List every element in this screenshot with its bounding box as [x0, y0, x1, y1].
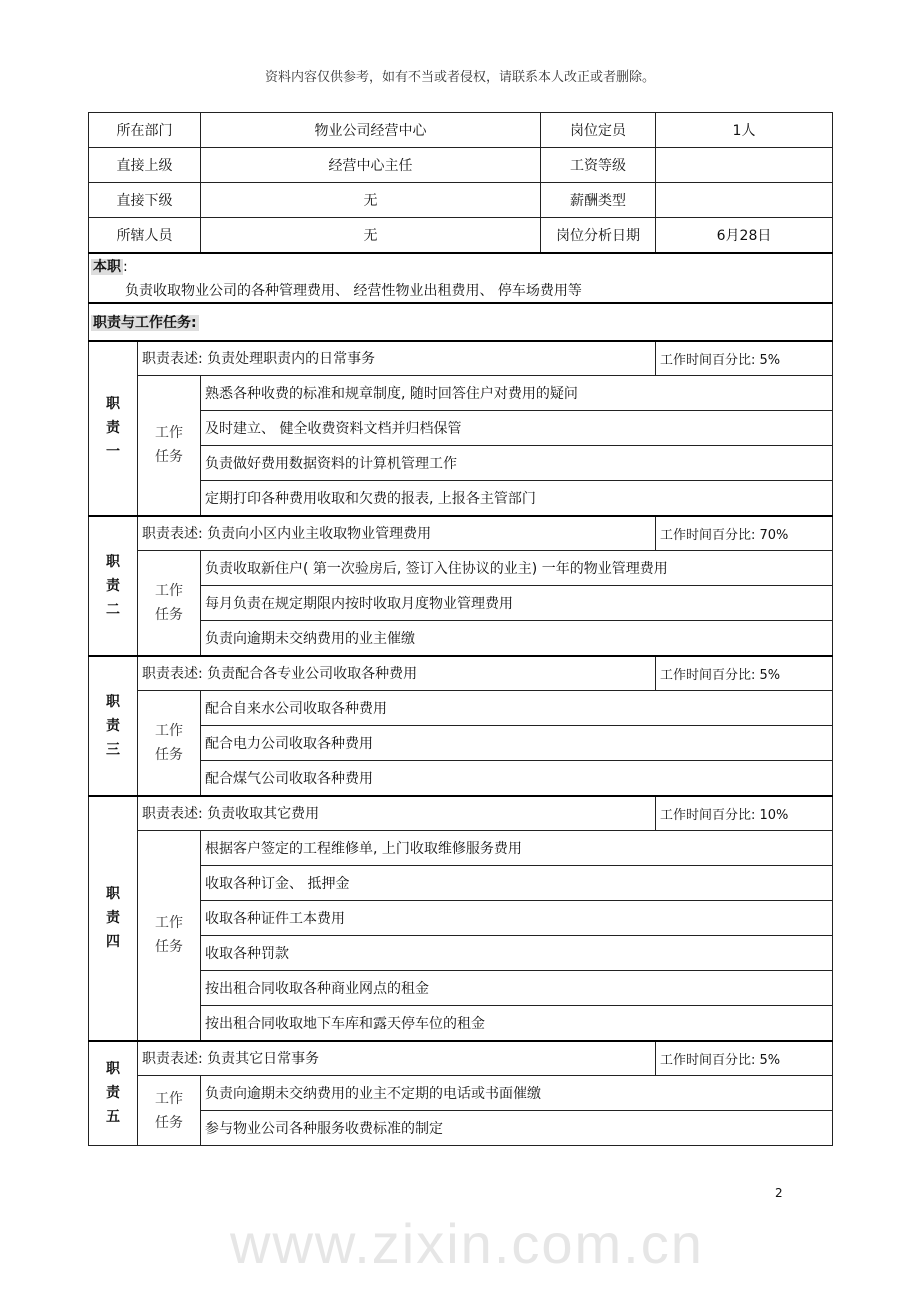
- task-row: [89, 866, 833, 901]
- task-row: [89, 446, 833, 481]
- task-row: [89, 551, 833, 586]
- field-label: 工资等级: [541, 148, 656, 183]
- task-label-line: 工作: [155, 582, 183, 599]
- task-label: [138, 1076, 201, 1146]
- field-label: 直接下级: [89, 183, 201, 218]
- info-row: [89, 148, 833, 183]
- task-row: [89, 831, 833, 866]
- task-row: [89, 936, 833, 971]
- summary-label: 本职: [93, 258, 121, 275]
- duty-statement-row: [89, 796, 833, 831]
- task-row: [89, 761, 833, 796]
- field-label: 直接上级: [89, 148, 201, 183]
- task-row: [89, 1111, 833, 1146]
- duty-label-char: 责: [106, 1085, 120, 1102]
- task-label-line: 工作: [155, 915, 183, 932]
- duty-label-char: 二: [106, 601, 120, 618]
- task-item: 熟悉各种收费的标准和规章制度, 随时回答住户对费用的疑问: [201, 376, 833, 411]
- task-row: [89, 1006, 833, 1041]
- duty-label-char: 五: [106, 1109, 120, 1126]
- task-label-line: 工作: [155, 425, 183, 442]
- task-row: [89, 1076, 833, 1111]
- work-time-percent: 工作时间百分比: 5%: [656, 341, 833, 376]
- task-item: 负责做好费用数据资料的计算机管理工作: [201, 446, 833, 481]
- duty-label-char: 责: [106, 717, 120, 734]
- task-item: 收取各种证件工本费用: [201, 901, 833, 936]
- field-value: 无: [201, 218, 541, 253]
- field-value: [656, 148, 833, 183]
- duty-label: [89, 796, 138, 1041]
- job-description-table: [88, 112, 833, 1146]
- task-label: [138, 551, 201, 656]
- field-value: 6月28日: [656, 218, 833, 253]
- task-item: 参与物业公司各种服务收费标准的制定: [201, 1111, 833, 1146]
- duties-heading-row: [89, 303, 833, 341]
- duty-label: [89, 341, 138, 516]
- task-row: [89, 411, 833, 446]
- task-row: [89, 901, 833, 936]
- info-row: [89, 113, 833, 148]
- task-item: 配合电力公司收取各种费用: [201, 726, 833, 761]
- field-value: [656, 183, 833, 218]
- task-label-line: 任务: [155, 746, 183, 763]
- summary-row: [89, 253, 833, 303]
- task-row: [89, 376, 833, 411]
- task-label-line: 任务: [155, 606, 183, 623]
- task-label: [138, 831, 201, 1041]
- duty-label-char: 一: [106, 444, 120, 460]
- duty-label-char: 四: [106, 934, 120, 950]
- summary-colon: :: [123, 258, 128, 275]
- task-label-line: 工作: [155, 722, 183, 739]
- task-item: 根据客户签定的工程维修单, 上门收取维修服务费用: [201, 831, 833, 866]
- field-label: 所辖人员: [89, 218, 201, 253]
- field-value: 经营中心主任: [201, 148, 541, 183]
- work-time-percent: 工作时间百分比: 70%: [656, 516, 833, 551]
- duty-statement: 职责表述: 负责配合各专业公司收取各种费用: [138, 656, 656, 691]
- duty-label-char: 责: [106, 910, 120, 926]
- field-value: 1人: [656, 113, 833, 148]
- duty-statement-row: [89, 516, 833, 551]
- duty-label: [89, 516, 138, 656]
- task-row: [89, 481, 833, 516]
- duty-label-char: 职: [106, 553, 120, 570]
- field-value: 无: [201, 183, 541, 218]
- task-label-line: 任务: [155, 1114, 183, 1131]
- duty-statement: 职责表述: 负责向小区内业主收取物业管理费用: [138, 516, 656, 551]
- duty-statement-row: [89, 1041, 833, 1076]
- task-item: 定期打印各种费用收取和欠费的报表, 上报各主管部门: [201, 481, 833, 516]
- duties-heading: 职责与工作任务:: [93, 314, 197, 331]
- task-item: 配合煤气公司收取各种费用: [201, 761, 833, 796]
- task-label: [138, 376, 201, 516]
- disclaimer-notice: 资料内容仅供参考，如有不当或者侵权，请联系本人改正或者删除。: [264, 70, 655, 85]
- info-row: [89, 218, 833, 253]
- duty-statement-row: [89, 656, 833, 691]
- task-item: 收取各种订金、 抵押金: [201, 866, 833, 901]
- task-item: 及时建立、 健全收费资料文档并归档保管: [201, 411, 833, 446]
- work-time-percent: 工作时间百分比: 5%: [656, 656, 833, 691]
- duty-label-char: 职: [106, 396, 120, 412]
- task-row: [89, 971, 833, 1006]
- duty-label-char: 三: [106, 741, 120, 758]
- field-label: 所在部门: [89, 113, 201, 148]
- work-time-percent: 工作时间百分比: 10%: [656, 796, 833, 831]
- task-label: [138, 691, 201, 796]
- task-item: 按出租合同收取地下车库和露天停车位的租金: [201, 1006, 833, 1041]
- task-item: 收取各种罚款: [201, 936, 833, 971]
- duty-label: [89, 1041, 138, 1146]
- page-number: 2: [775, 1186, 783, 1200]
- duty-label-char: 职: [106, 1061, 120, 1078]
- task-label-line: 工作: [155, 1090, 183, 1107]
- watermark: www.zixin.com.cn: [230, 1212, 704, 1275]
- work-time-percent: 工作时间百分比: 5%: [656, 1041, 833, 1076]
- duty-label: [89, 656, 138, 796]
- field-label: 岗位定员: [541, 113, 656, 148]
- duty-label-char: 责: [106, 577, 120, 594]
- duty-label-char: 职: [106, 693, 120, 710]
- duty-statement: 职责表述: 负责收取其它费用: [138, 796, 656, 831]
- duty-statement: 职责表述: 负责处理职责内的日常事务: [138, 341, 656, 376]
- task-item: 每月负责在规定期限内按时收取月度物业管理费用: [201, 586, 833, 621]
- task-item: 负责收取新住户( 第一次验房后, 签订入住协议的业主) 一年的物业管理费用: [201, 551, 833, 586]
- duties-heading-cell: [89, 303, 833, 341]
- info-row: [89, 183, 833, 218]
- summary-cell: [89, 253, 833, 303]
- task-label-line: 任务: [155, 939, 183, 956]
- task-row: [89, 586, 833, 621]
- table-body: [89, 113, 833, 1146]
- task-row: [89, 621, 833, 656]
- field-label: 薪酬类型: [541, 183, 656, 218]
- duty-label-char: 责: [106, 420, 120, 436]
- field-label: 岗位分析日期: [541, 218, 656, 253]
- task-row: [89, 691, 833, 726]
- task-item: 负责向逾期未交纳费用的业主不定期的电话或书面催缴: [201, 1076, 833, 1111]
- field-value: 物业公司经营中心: [201, 113, 541, 148]
- task-item: 按出租合同收取各种商业网点的租金: [201, 971, 833, 1006]
- summary-text: 负责收取物业公司的各种管理费用、 经营性物业出租费用、 停车场费用等: [125, 282, 582, 299]
- task-item: 负责向逾期未交纳费用的业主催缴: [201, 621, 833, 656]
- duty-statement-row: [89, 341, 833, 376]
- duty-statement: 职责表述: 负责其它日常事务: [138, 1041, 656, 1076]
- duty-label-char: 职: [106, 886, 120, 902]
- task-label-line: 任务: [155, 449, 183, 466]
- task-row: [89, 726, 833, 761]
- task-item: 配合自来水公司收取各种费用: [201, 691, 833, 726]
